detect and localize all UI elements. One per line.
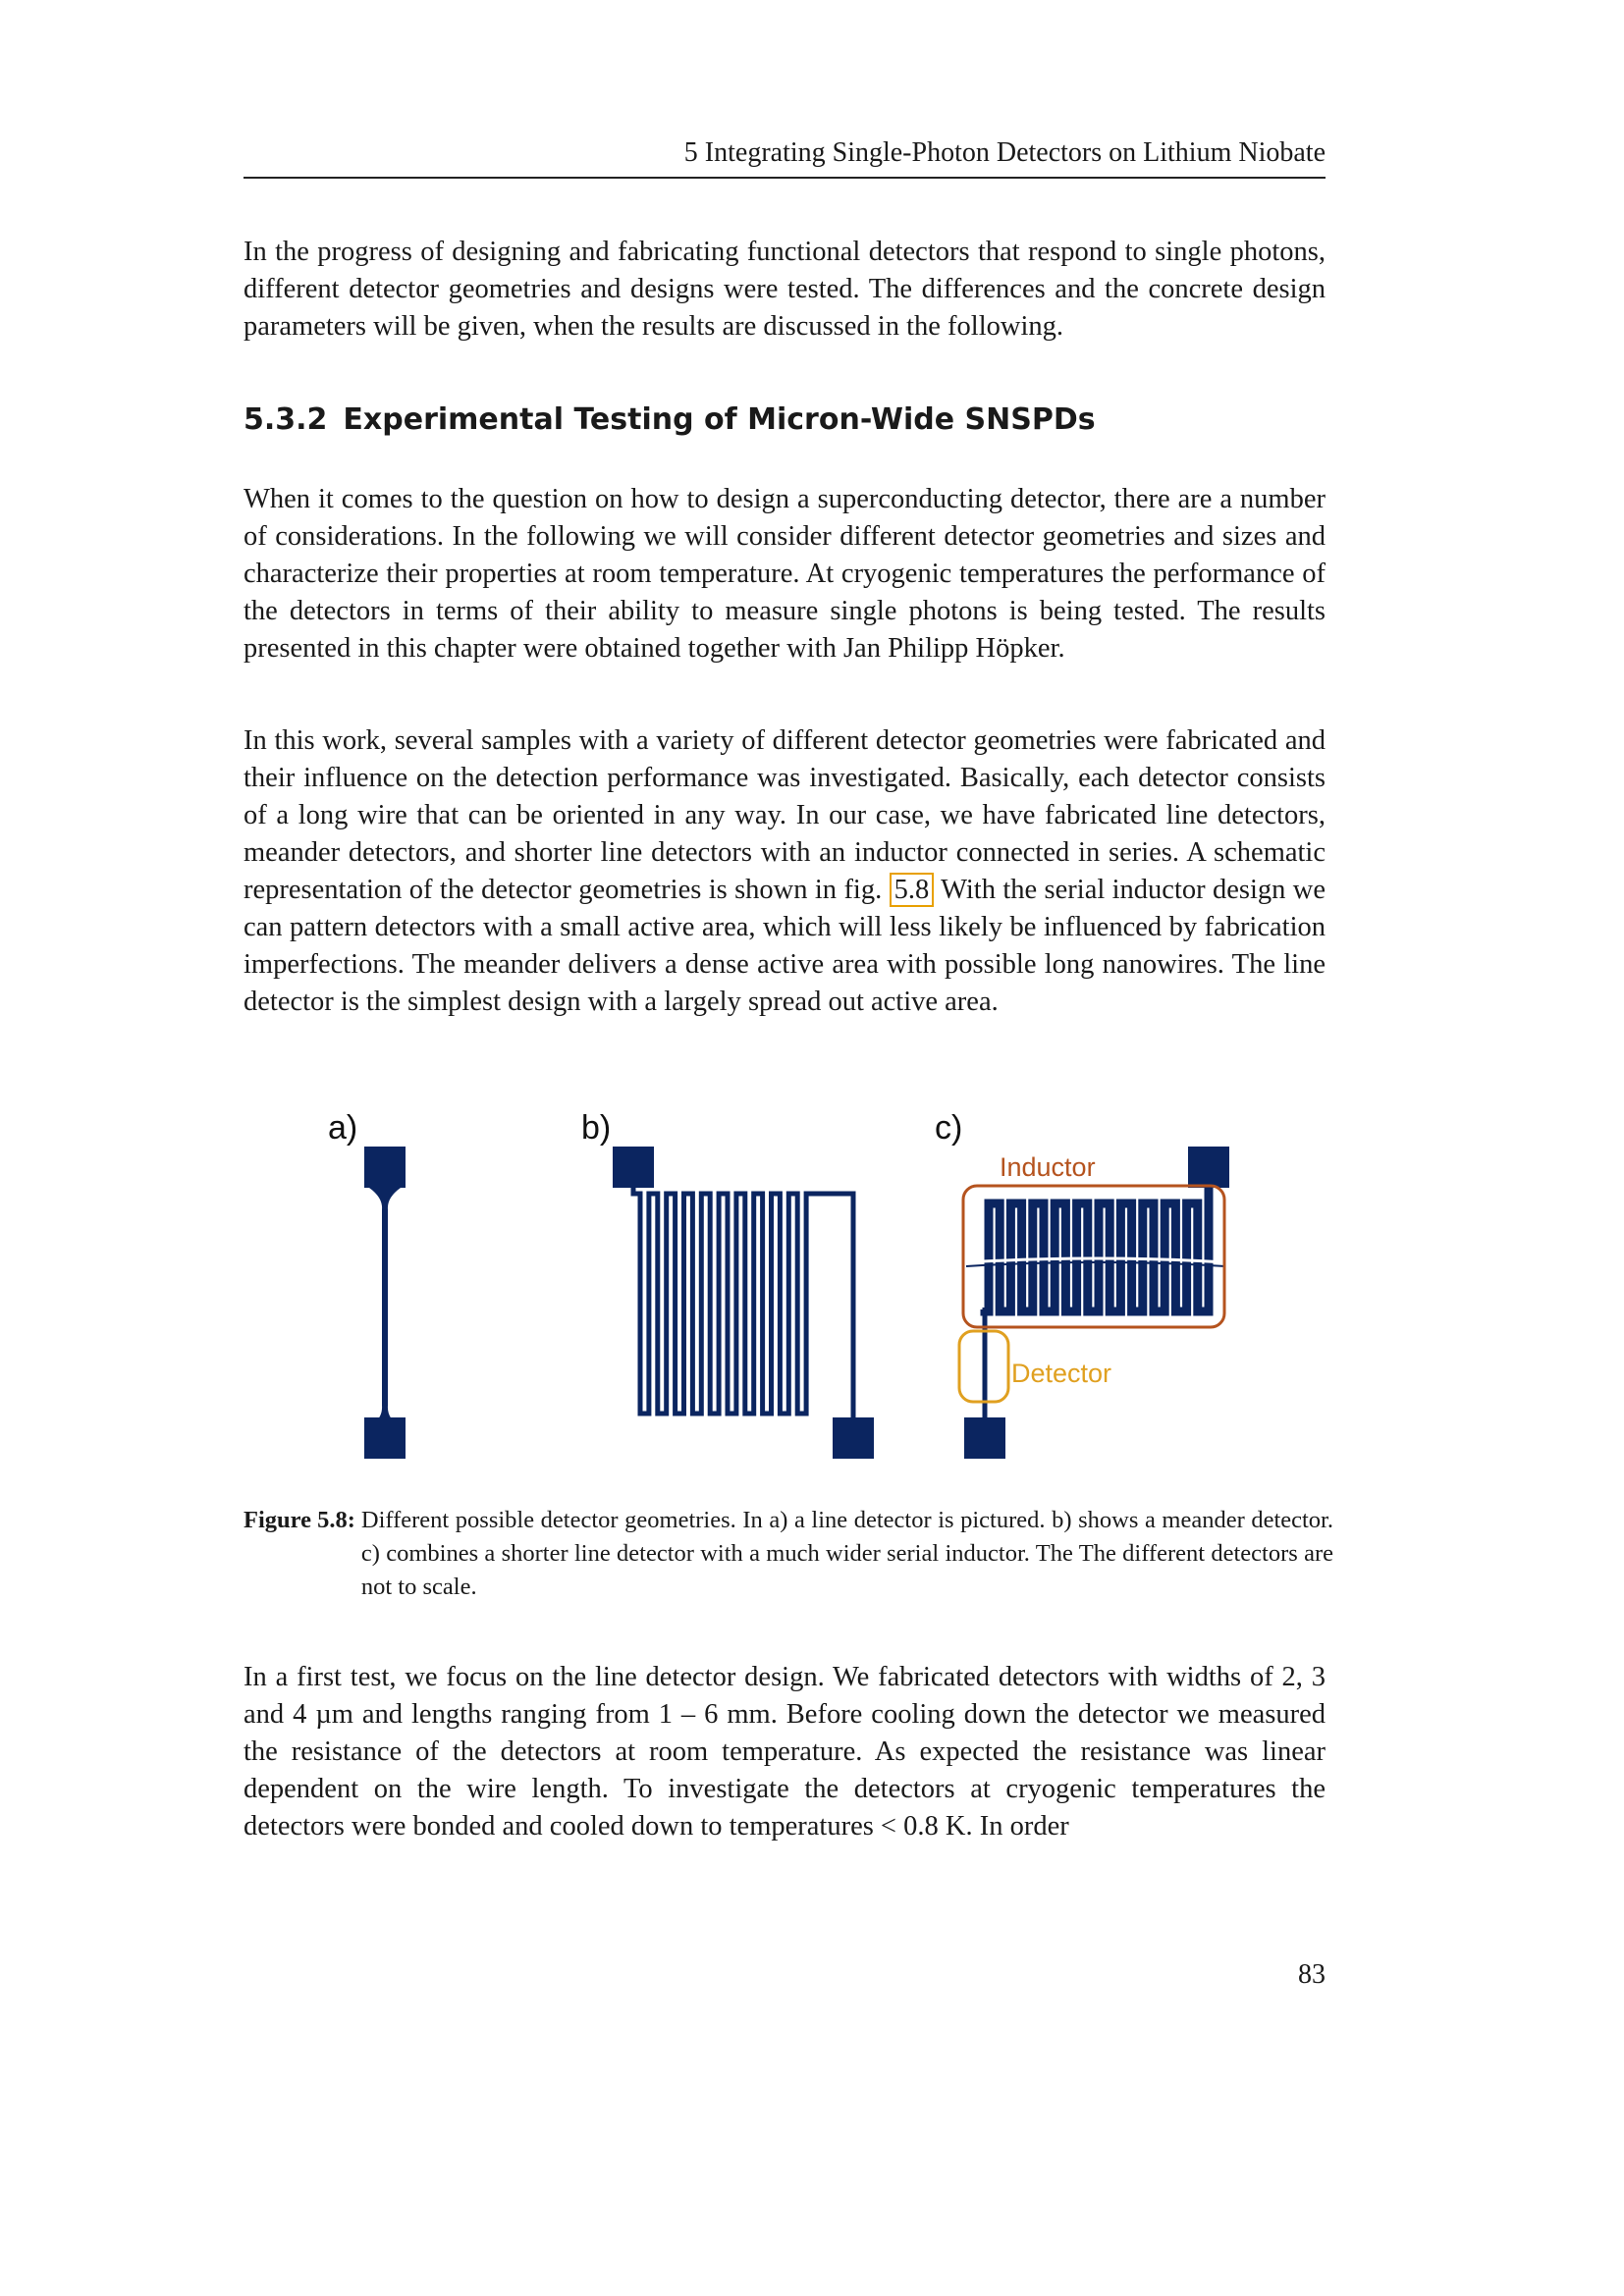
panel-b-label: b) [581,1109,612,1147]
body-paragraph-3: In a first test, we focus on the line detector design. We fabricated detectors with widths of 2, 3 and 4 µm and lengths ranging from 1 – 6 mm. Before cooling down the detector we measured the resistance of the detectors at room temperature. As expected the resistance was linear dependent on the wire length. To investigate the detectors at cryogenic temperatures the detectors were bonded and cooled down to temperatures < 0.8 K. In order [244,1662,1326,1842]
paragraph-text: With the serial inductor design we can pattern detectors with a small active area, which will less likely be influenced by fabrication imperfections. The meander delivers a dense active area with possible long nanowires. The line detector is the simplest design with a largely spread out active area. [244,875,1326,1017]
line-wire [369,1188,401,1427]
detector-geometries-diagram [244,1099,1326,1463]
contact-pad-top [613,1147,654,1188]
figure-caption [244,1504,1333,1604]
contact-pad-bottom [833,1417,874,1459]
detector-label: Detector [1011,1359,1112,1388]
contact-pad-top [364,1147,406,1188]
line-detector [364,1147,406,1459]
caption-text: Different possible detector geometries. In a) a line detector is pictured. b) shows a meander detector. c) combines a shorter line detector with a much wider serial inductor. The The different detectors are not to scale. [360,1507,1333,1600]
figure-reference-link[interactable]: 5.8 [890,873,935,907]
page-number: 83 [1298,1959,1326,1990]
contact-pad-bottom [364,1417,406,1459]
panel-a-label: a) [328,1109,358,1147]
body-paragraph-2 [244,722,1326,1021]
running-header [244,133,1326,179]
inductor-wire [985,1198,1209,1311]
paragraph-text: In this work, several samples with a variety of different detector geometries were fabricated and their influence on the detection performance was investigated. Basically, each detector consists of a long wire that can be oriented in any way. In our case, we have fabricated line detectors, meander detectors, and shorter line detectors with an inductor connected in series. A schematic representation of the detector geometries is shown in fig. [244,725,1326,905]
meander-detector [613,1147,874,1459]
contact-pad-bottom [964,1417,1005,1459]
meander-wire [633,1188,853,1417]
section-heading [244,400,1096,440]
figure-5-8 [244,1099,1326,1463]
inductor-label: Inductor [1000,1152,1096,1182]
inductor-detector [959,1147,1229,1459]
panel-c-label: c) [935,1109,963,1147]
body-paragraph-1: When it comes to the question on how to design a superconducting detector, there are a number of considerations. In the following we will consider different detector geometries and sizes and characterize their properties at room temperature. At cryogenic temperatures the performance of the detectors in terms of their ability to measure single photons is being tested. The results presented in this chapter were obtained together with Jan Philipp Höpker. [244,484,1326,664]
intro-paragraph: In the progress of designing and fabricating functional detectors that respond to single photons, different detector geometries and designs were tested. The differences and the concrete design parameters will be given, when the results are discussed in the following. [244,237,1326,342]
chapter-title: 5 Integrating Single-Photon Detectors on Lithium Niobate [683,137,1326,168]
section-title: Experimental Testing of Micron-Wide SNSPDs [343,402,1096,437]
section-number: 5.3.2 [244,402,328,437]
caption-label: Figure 5.8: [244,1507,355,1533]
contact-pad-top [1188,1147,1229,1188]
